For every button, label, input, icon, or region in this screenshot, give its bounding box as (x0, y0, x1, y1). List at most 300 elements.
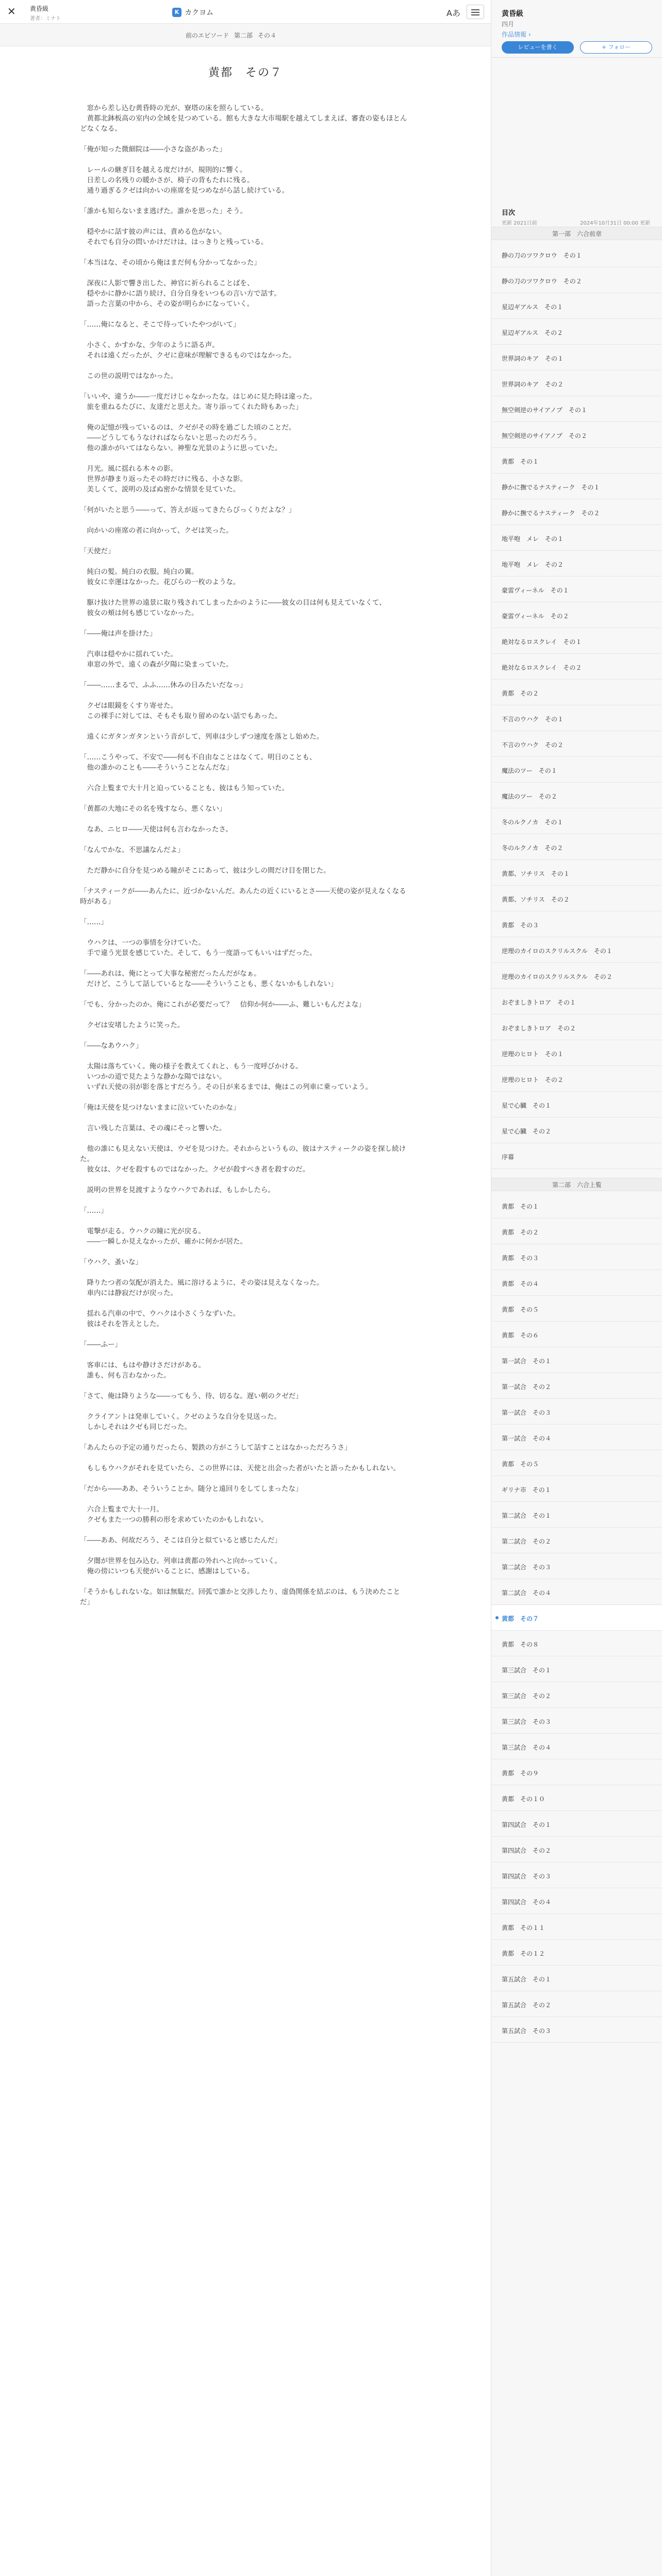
body-paragraph: 「誰かも知らないまま逃げた。誰かを思った」そう。 (80, 207, 247, 215)
body-paragraph: 「俺が知った微細院は――小さな盗があった」 (80, 145, 226, 154)
toc-episode-title: 黄都 その３ (502, 922, 539, 929)
body-paragraph (80, 309, 410, 319)
logo-mark-icon: K (172, 8, 181, 17)
body-paragraph: 車内には静寂だけが戻った。 (80, 1289, 177, 1297)
toc-episode-item[interactable] (491, 1041, 662, 1066)
toc-episode-title: 黄都、ソチリス その１ (502, 870, 570, 877)
toc-episode-item[interactable] (491, 1966, 662, 1991)
body-paragraph: この裸手に対しては、そもそも取り留めのない話でもあった。 (80, 712, 282, 720)
breadcrumb-episode: その４ (258, 32, 277, 39)
toc-episode-item[interactable] (491, 1296, 662, 1321)
toc-episode-item[interactable] (491, 1786, 662, 1811)
body-paragraph: 世界が静まり返ったその時だけに残る、小さな影。 (80, 475, 247, 483)
body-paragraph: 「……」 (80, 918, 108, 926)
toc-episode-title: 静かに撫でるナスティーク その１ (502, 484, 600, 491)
body-paragraph: しかしそれはクゼも同じだった。 (80, 1423, 191, 1431)
toc-episode-title: 黄都 その１２ (502, 1950, 545, 1957)
toc-episode-item[interactable] (491, 1270, 662, 1296)
toc-episode-item[interactable] (491, 1118, 662, 1143)
toc-episode-item[interactable] (491, 1322, 662, 1347)
toc-episode-item[interactable] (491, 1580, 662, 1605)
toc-episode-item[interactable] (491, 732, 662, 757)
toc-episode-item[interactable] (491, 938, 662, 963)
toc-episode-item[interactable] (491, 912, 662, 937)
toc-episode-item[interactable] (491, 500, 662, 525)
body-paragraph: 「何がいたと思う――って、答えが返ってきたらびっくりだよな？」 (80, 506, 296, 514)
toc-episode-item[interactable] (491, 1528, 662, 1553)
toc-episode-item[interactable] (491, 706, 662, 731)
body-paragraph: それでも自分の問いかけだけは、はっきりと残っている。 (80, 238, 268, 246)
body-paragraph (80, 361, 410, 371)
body-paragraph (80, 958, 410, 969)
toc-episode-title: 第三試合 その２ (502, 1692, 552, 1700)
body-paragraph (80, 1329, 410, 1340)
toc-episode-item[interactable] (491, 474, 662, 499)
toc-date: 2024年10月31日 00:00 更新 (580, 221, 651, 226)
toc-episode-title: 絶対なるロスクレイ その２ (502, 664, 582, 671)
toc-episode-title: 第五試合 その２ (502, 2002, 552, 2009)
toc-episode-item[interactable] (491, 1631, 662, 1656)
body-paragraph (80, 453, 410, 464)
body-paragraph: 揺れる汽車の中で、ウハクは小さくうなずいた。 (80, 1310, 240, 1318)
body-paragraph: 「そうかもしれないな。如は無駄だ。回弧で誰かと交渉したり、虚偽関係を結ぶのは、もう決めたことだ」 (80, 1588, 400, 1606)
body-paragraph (80, 556, 410, 567)
body-paragraph (80, 155, 410, 165)
body-paragraph: 小さく、かすかな、少年のように語る声。 (80, 341, 219, 349)
toc-episode-title: 黄都 その２ (502, 1229, 539, 1236)
toc-episode-item[interactable] (491, 448, 662, 473)
body-paragraph: 穏やかに静かに語り続け、自分自身をいつもの言い方で話す。 (80, 290, 281, 298)
toc-episode-title: 黄都 その１ (502, 1203, 539, 1210)
body-paragraph (80, 670, 410, 680)
toc-episode-item[interactable] (491, 371, 662, 396)
toc-episode-title: 世界詞のキア その２ (502, 381, 564, 388)
body-paragraph (80, 1453, 410, 1463)
body-paragraph (80, 773, 410, 783)
breadcrumb-chapter[interactable]: 第二部 (234, 32, 253, 39)
toc-episode-item[interactable] (491, 1914, 662, 1940)
body-paragraph (80, 515, 410, 526)
toc-episode-title: 黄都 その７ (502, 1615, 539, 1622)
toc-episode-title: 黄都 その９ (502, 1770, 539, 1777)
toc-episode-item[interactable] (491, 1992, 662, 2017)
toc-episode-title: 第二試合 その２ (502, 1538, 552, 1545)
toc-episode-title: 逆理のヒロト その１ (502, 1050, 564, 1058)
toc-episode-item[interactable] (491, 1683, 662, 1708)
toc-episode-title: 第四試合 その３ (502, 1873, 552, 1880)
toc-episode-title: 第五試合 その３ (502, 2027, 552, 2035)
toc-episode-title: 不言のウハク その２ (502, 741, 564, 749)
toc-episode-item[interactable] (491, 1477, 662, 1502)
toc-episode-title: 黄都 その３ (502, 1255, 539, 1262)
toc-episode-title: 冬のルクノカ その１ (502, 819, 564, 826)
toc-episode-title: おぞましきトロア その２ (502, 1025, 576, 1032)
body-paragraph (80, 536, 410, 546)
toc-episode-item[interactable] (491, 551, 662, 577)
body-paragraph: 月光。風に揺れる木々の影。 (80, 465, 177, 473)
toc-episode-item[interactable] (491, 2018, 662, 2043)
body-paragraph (80, 1473, 410, 1484)
sidebar-work-title[interactable]: 黄昏級 (502, 10, 523, 18)
body-paragraph (80, 721, 410, 732)
body-paragraph: 他の誰かがいてはならない。神聖な光景のように思っていた。 (80, 444, 282, 452)
toc-episode-item[interactable] (491, 1811, 662, 1837)
toc-episode-item[interactable] (491, 1245, 662, 1270)
toc-episode-title: 黄都 その５ (502, 1306, 539, 1313)
toc-episode-title: 魔法のツー その１ (502, 767, 557, 774)
body-paragraph (80, 1133, 410, 1144)
body-paragraph (80, 1546, 410, 1556)
toc-episode-item[interactable] (491, 1889, 662, 1914)
body-paragraph (80, 1010, 410, 1020)
toc-episode-title: 静の刀のツワクロウ その１ (502, 252, 582, 259)
body-paragraph (80, 876, 410, 886)
body-paragraph: 「本当はな、その頃から俺はまだ何も分かってなかった」 (80, 259, 261, 267)
body-paragraph: 語った言葉の中から、その姿が明らかになっていく。 (80, 300, 254, 308)
toc-episode-title: ギリナ市 その１ (502, 1486, 551, 1494)
sidebar (491, 0, 662, 2576)
toc-episode-item[interactable] (491, 1605, 662, 1631)
body-paragraph: 他の誰かのことも――そういうことなんだな」 (80, 764, 233, 772)
toc-chapter-header: 第二部 六合上覧 (491, 1178, 662, 1191)
body-paragraph: 「さて、俺は降りような――ってもう、待、切るな。遅い朝のクゼだ」 (80, 1392, 303, 1400)
toc-episode-item[interactable] (491, 1348, 662, 1373)
toc-episode-item[interactable] (491, 345, 662, 370)
body-paragraph: 純白の髪。純白の衣服。純白の翼。 (80, 568, 198, 576)
body-paragraph: 「ウハク、蚤いな」 (80, 1258, 142, 1266)
body-paragraph: ウハクは、一つの事情を分けていた。 (80, 939, 205, 947)
toc-episode-title: 地平咆 メレ その１ (502, 535, 564, 543)
body-paragraph: 六合上覧まで大十一月。 (80, 1505, 163, 1514)
body-paragraph: 「天使だ」 (80, 547, 115, 555)
display-settings-button[interactable]: Aあ (446, 8, 460, 18)
body-paragraph: クライアントは発車していく。クゼのような自分を見送った。 (80, 1413, 281, 1421)
site-logo[interactable] (172, 7, 213, 18)
toc-episode-title: 黄都 その４ (502, 1280, 539, 1287)
toc-episode-item[interactable] (491, 1554, 662, 1579)
toc-episode-item[interactable] (491, 1657, 662, 1682)
toc-episode-title: 黄都 その２ (502, 690, 539, 697)
body-paragraph (80, 989, 410, 999)
work-info-link[interactable]: 作品情報 › (502, 31, 531, 38)
body-paragraph (80, 855, 410, 866)
body-paragraph: 手で違う光景を感じていた。そして、もう一度語ってもいいはずだった。 (80, 949, 317, 957)
work-mini-info[interactable] (30, 4, 92, 22)
sidebar-author[interactable]: 四月 (502, 21, 515, 28)
body-paragraph (80, 1113, 410, 1123)
body-paragraph (80, 1577, 410, 1587)
toc-episode-item[interactable] (491, 1734, 662, 1759)
body-paragraph: 言い残した言葉は、その魂にそっと響いた。 (80, 1124, 226, 1132)
toc-episode-title: 第四試合 その４ (502, 1899, 552, 1906)
body-paragraph: いつかの道で見たような静かな陽ではない。 (80, 1073, 226, 1081)
toc-episode-title: 黄都 その１ (502, 458, 539, 465)
toc-episode-title: 黄都 その６ (502, 1332, 539, 1339)
body-paragraph (80, 1216, 410, 1226)
body-paragraph: 「いいや、違うか――一度だけじゃなかったな。はじめに見た時は違った。 (80, 393, 317, 401)
body-paragraph (80, 1092, 410, 1103)
toc-episode-title: 絶対なるロスクレイ その１ (502, 638, 582, 646)
episode-title: 黄都 その７ (208, 66, 283, 79)
body-paragraph (80, 495, 410, 505)
toc-episode-item[interactable] (491, 835, 662, 860)
body-paragraph: 汽車は穏やかに揺れていた。 (80, 650, 177, 658)
breadcrumb (186, 31, 276, 40)
sidebar-work-info (491, 0, 662, 58)
body-paragraph (80, 1381, 410, 1391)
toc-episode-item[interactable] (491, 629, 662, 654)
body-paragraph: ただ静かに自分を見つめる瞳がそこにあって、彼は少しの間だけ目を閉じた。 (80, 867, 330, 875)
toc-episode-item[interactable] (491, 1760, 662, 1785)
toc-episode-item[interactable] (491, 654, 662, 680)
body-paragraph: 「黄都の大地にその名を残すなら、悪くない」 (80, 805, 226, 813)
toc-episode-item[interactable] (491, 963, 662, 989)
toc-episode-item[interactable] (491, 1015, 662, 1040)
menu-bar (471, 14, 479, 15)
body-paragraph: 駆け抜けた世界の遠景に取り残されてしまったかのように――彼女の目は何も見えていなくて、 (80, 599, 386, 607)
body-paragraph: 彼女の頬は何も感じていなかった。 (80, 609, 198, 617)
toc-episode-title: 第一試合 その３ (502, 1409, 552, 1416)
body-paragraph: 「――あれは、俺にとって大事な秘密だったんだがなぁ。 (80, 970, 261, 978)
body-paragraph: 「……」 (80, 1207, 108, 1215)
toc-episode-title: 星で心臓 その２ (502, 1128, 552, 1135)
toc-episode-title: 第三試合 その４ (502, 1744, 552, 1751)
toc-episode-title: 第三試合 その１ (502, 1667, 552, 1674)
toc-episode-item[interactable] (491, 1092, 662, 1117)
body-paragraph (80, 1432, 410, 1443)
body-paragraph (80, 639, 410, 649)
body-paragraph: 「俺は天使を見つけないままに泣いていたのかな」 (80, 1104, 240, 1112)
toc-episode-item[interactable] (491, 1144, 662, 1169)
toc-episode-item[interactable] (491, 1399, 662, 1425)
prev-episode-link[interactable]: 前のエピソード (186, 32, 229, 39)
toc-episode-item[interactable] (491, 1066, 662, 1092)
body-paragraph (80, 835, 410, 845)
toc-episode-title: 第二試合 その４ (502, 1589, 552, 1597)
toc-episode-item[interactable] (491, 1451, 662, 1476)
toc-episode-item[interactable] (491, 860, 662, 886)
body-paragraph (80, 1247, 410, 1257)
toc-episode-title: 第二試合 その３ (502, 1564, 552, 1571)
body-paragraph: 夕闇が世界を包み込む。列車は黄都の外れへと向かっていく。 (80, 1557, 282, 1565)
toc-episode-item[interactable] (491, 783, 662, 808)
toc-episode-item[interactable] (491, 294, 662, 319)
toc-updated: 更新 2021日前 (502, 221, 537, 226)
toc-episode-item[interactable] (491, 397, 662, 422)
body-paragraph: 彼女に幸運はなかった。花びらの一枚のような。 (80, 578, 240, 586)
body-paragraph (80, 690, 410, 701)
body-paragraph: 遠くにガタンガタンという音がして、列車は少しずつ速度を落とし始めた。 (80, 733, 324, 741)
body-paragraph: クゼは安堵したように笑った。 (80, 1021, 185, 1029)
toc-episode-title: 第一試合 その２ (502, 1383, 552, 1391)
toc-episode-item[interactable] (491, 1863, 662, 1888)
body-paragraph: 穏やかに話す彼の声には、責める色がない。 (80, 228, 226, 236)
body-paragraph (80, 1525, 410, 1535)
toc-episode-title: 星辺ギアルス その２ (502, 329, 564, 336)
toc-episode-title: 黄都 その１１ (502, 1924, 545, 1931)
body-paragraph: 「――ふー」 (80, 1341, 122, 1349)
toc-episode-title: 第四試合 その２ (502, 1847, 552, 1854)
body-paragraph (80, 1298, 410, 1309)
body-paragraph (80, 1175, 410, 1185)
toc-episode-item[interactable] (491, 242, 662, 267)
toc-episode-item[interactable] (491, 1837, 662, 1862)
body-paragraph: 誰も、何も言わなかった。 (80, 1371, 171, 1380)
body-paragraph (80, 247, 410, 258)
body-paragraph: だけど、こうして話しているとな――そういうことも、悪くないかもしれない」 (80, 980, 338, 988)
toc-episode-title: 不言のウハク その１ (502, 716, 564, 723)
body-paragraph (80, 1051, 410, 1061)
toc-episode-title: 静かに撫でるナスティーク その２ (502, 510, 600, 517)
toc-episode-title: 冬のルクノカ その２ (502, 844, 564, 852)
body-paragraph: 説明の世界を見渡すようなウハクであれば、もしかしたら。 (80, 1186, 275, 1194)
body-paragraph: 俺の記憶が残っているのは、クゼがその時を過ごした頃のことだ。 (80, 423, 296, 432)
work-title: 黄昏級 (30, 5, 49, 12)
toc-episode-title: おぞましきトロア その１ (502, 999, 576, 1006)
body-paragraph (80, 742, 410, 752)
body-paragraph (80, 1494, 410, 1504)
body-paragraph: 俺の傍にいつも天使がいることに、感謝はしている。 (80, 1567, 254, 1575)
body-paragraph (80, 927, 410, 938)
body-paragraph (80, 1030, 410, 1041)
body-paragraph (80, 1350, 410, 1360)
menu-button[interactable] (467, 5, 484, 19)
toc-episode-title: 第四試合 その１ (502, 1821, 552, 1828)
body-paragraph: 日差しの名残りの暖かさが、椅子の背もたれに残る。 (80, 176, 254, 184)
toc-episode-item[interactable] (491, 1425, 662, 1450)
toc-label: 目次 (502, 209, 516, 217)
body-paragraph (80, 907, 410, 917)
toc-episode-item[interactable] (491, 577, 662, 602)
body-paragraph: この世の説明ではなかった。 (80, 372, 177, 380)
body-paragraph (80, 793, 410, 804)
toc-episode-title: 地平咆 メレ その２ (502, 561, 564, 568)
body-paragraph: 「……俺になると、そこで待っていたやつがいて」 (80, 320, 240, 329)
toc-episode-title: 第五試合 その１ (502, 1976, 552, 1983)
toc-episode-item[interactable] (491, 526, 662, 551)
toc-episode-title: 静の刀のツワクロウ その２ (502, 278, 582, 285)
author-name: 著者：ミナト (30, 16, 61, 22)
toc-episode-item[interactable] (491, 1502, 662, 1528)
toc-episode-item[interactable] (491, 989, 662, 1014)
body-paragraph (80, 268, 410, 278)
toc-episode-item[interactable] (491, 757, 662, 783)
body-paragraph: レールの継ぎ目を越える度だけが、規則的に響く。 (80, 166, 247, 174)
body-paragraph: 旅を重ねるたびに、友達だと思えた。寄り添ってくれた時もあった」 (80, 403, 303, 411)
menu-bar (471, 9, 479, 10)
toc-episode-item[interactable] (491, 886, 662, 911)
body-paragraph: 「……こうやって、不安で――何も不自由なことはなくて。明日のことも、 (80, 753, 317, 761)
toc-episode-title: 序幕 (502, 1154, 515, 1161)
body-paragraph: 「だから――ああ、そういうことか。随分と遠回りをしてしまったな」 (80, 1485, 303, 1493)
toc-episode-title: 第一試合 その１ (502, 1358, 552, 1365)
body-paragraph: 黄都北鉢板高の室内の全域を見つめている。館も大きな大市場駅を越えてしまえば、審査の姿もほとんどなくなる。 (80, 114, 407, 133)
body-paragraph: なあ、ニヒロ――天使は何も言わなかったさ。 (80, 825, 233, 834)
body-paragraph: 向かいの座席の者に向かって、クゼは笑った。 (80, 527, 233, 535)
toc-episode-title: 黄都 その１０ (502, 1795, 545, 1803)
close-icon[interactable]: ✕ (7, 5, 16, 18)
toc-episode-title: 第二試合 その１ (502, 1512, 552, 1519)
episode-body (80, 103, 410, 1607)
body-paragraph: ――どうしてもうなければならないと思ったのだろう。 (80, 434, 261, 442)
toc-episode-title: 黄都 その８ (502, 1641, 539, 1648)
body-paragraph (80, 216, 410, 227)
body-paragraph: 「――……まるで、ふふ……休みの日みたいだなっ」 (80, 681, 247, 689)
toc-episode-title: 豪雷ヴィーネル その１ (502, 587, 569, 594)
toc-chapter-header: 第一部 六合前章 (491, 227, 662, 240)
body-paragraph (80, 587, 410, 598)
body-paragraph (80, 381, 410, 392)
body-paragraph: 客車には、もはや静けさだけがある。 (80, 1361, 205, 1369)
toc-episode-item[interactable] (491, 268, 662, 293)
body-paragraph: 「――なあウハク」 (80, 1042, 143, 1050)
toc-episode-item[interactable] (491, 603, 662, 628)
body-paragraph: 美しくて、説明の及ばぬ密かな情景を見ていた。 (80, 485, 240, 494)
toc-episode-item[interactable] (491, 1374, 662, 1399)
toc-episode-title: 逆理のカイロのスクリルスクル その２ (502, 973, 613, 980)
body-paragraph: 窓から差し込む黄昏時の光が、寮塔の床を照らしている。 (80, 104, 268, 112)
body-paragraph: 深夜に人影で響き出した、神官に祈られることばを、 (80, 279, 254, 287)
toc-episode-title: 逆理のカイロのスクリルスクル その１ (502, 947, 613, 955)
toc-episode-item[interactable] (491, 1708, 662, 1734)
body-paragraph: ――一瞬しか見えなかったが、確かに何かが居た。 (80, 1238, 247, 1246)
body-paragraph (80, 196, 410, 206)
toc-episode-title: 無空剣逆のサイアノプ その１ (502, 406, 587, 414)
write-review-button[interactable]: レビューを書く (502, 41, 574, 54)
body-paragraph (80, 134, 410, 144)
body-paragraph: 「――俺は声を掛けた」 (80, 630, 157, 638)
body-paragraph: クゼは眼鏡をくすり寄せた。 (80, 702, 177, 710)
body-paragraph (80, 412, 410, 422)
toc-episode-title: 逆理のヒロト その２ (502, 1076, 564, 1083)
toc-episode-title: 第一試合 その４ (502, 1435, 552, 1442)
toc-episode-item[interactable] (491, 422, 662, 448)
toc-episode-title: 黄都 その５ (502, 1461, 539, 1468)
toc-episode-title: 世界詞のキア その１ (502, 355, 564, 362)
body-paragraph (80, 1401, 410, 1412)
toc-episode-item[interactable] (491, 809, 662, 834)
toc-episode-title: 魔法のツー その２ (502, 793, 557, 800)
body-paragraph: 彼はそれを答えとした。 (80, 1320, 163, 1328)
body-paragraph: 「ナスティークが――あんたに、近づかないんだ。あんたの近くにいるとさ――天使の姿が見えなくなる時がある」 (80, 887, 406, 906)
body-paragraph (80, 1195, 410, 1206)
body-paragraph: それは遠くだったが、クゼに意味が理解できるものではなかった。 (80, 351, 296, 360)
toc-episode-item[interactable] (491, 680, 662, 705)
body-paragraph: 彼女は、クゼを殺すものではなかった。クゼが殺すべき者を殺すのだ。 (80, 1165, 310, 1174)
toc-episode-item[interactable] (491, 319, 662, 345)
current-episode-icon (495, 1616, 499, 1619)
body-paragraph: 車窓の外で、遠くの森が夕陽に染まっていた。 (80, 660, 233, 669)
follow-button[interactable]: + フォロー (580, 41, 652, 54)
body-paragraph (80, 814, 410, 824)
body-paragraph: 降りたつ者の気配が消えた。風に溶けるように、その姿は見えなくなった。 (80, 1279, 324, 1287)
toc-episode-item[interactable] (491, 1219, 662, 1244)
toc-episode-item[interactable] (491, 1940, 662, 1965)
episode-content (0, 46, 491, 2576)
body-paragraph: もしもウハクがそれを見ていたら、この世界には、天使と出会った者がいたと語ったかもしれない。 (80, 1464, 400, 1472)
toc-episode-title: 星辺ギアルス その１ (502, 303, 564, 311)
body-paragraph: 六合上覧まで大十月と迫っていることも、彼はもう知っていた。 (80, 784, 289, 792)
toc-episode-title: 豪雷ヴィーネル その２ (502, 613, 569, 620)
body-paragraph (80, 330, 410, 340)
body-paragraph: 「なんでかな。不思議なんだよ」 (80, 846, 185, 854)
toc-episode-title: 無空剣逆のサイアノプ その２ (502, 432, 587, 439)
reading-nav-bar (0, 24, 491, 46)
toc-episode-item[interactable] (491, 1193, 662, 1218)
body-paragraph: 電撃が走る。ウハクの瞳に光が戻る。 (80, 1227, 205, 1235)
body-paragraph: クゼもまた一つの勝利の形を求めていたのかもしれない。 (80, 1516, 268, 1524)
body-paragraph: 「でも、分かったのか。俺にこれが必要だって？ 信仰か何か――ふ、難しいもんだよな」 (80, 1001, 366, 1009)
